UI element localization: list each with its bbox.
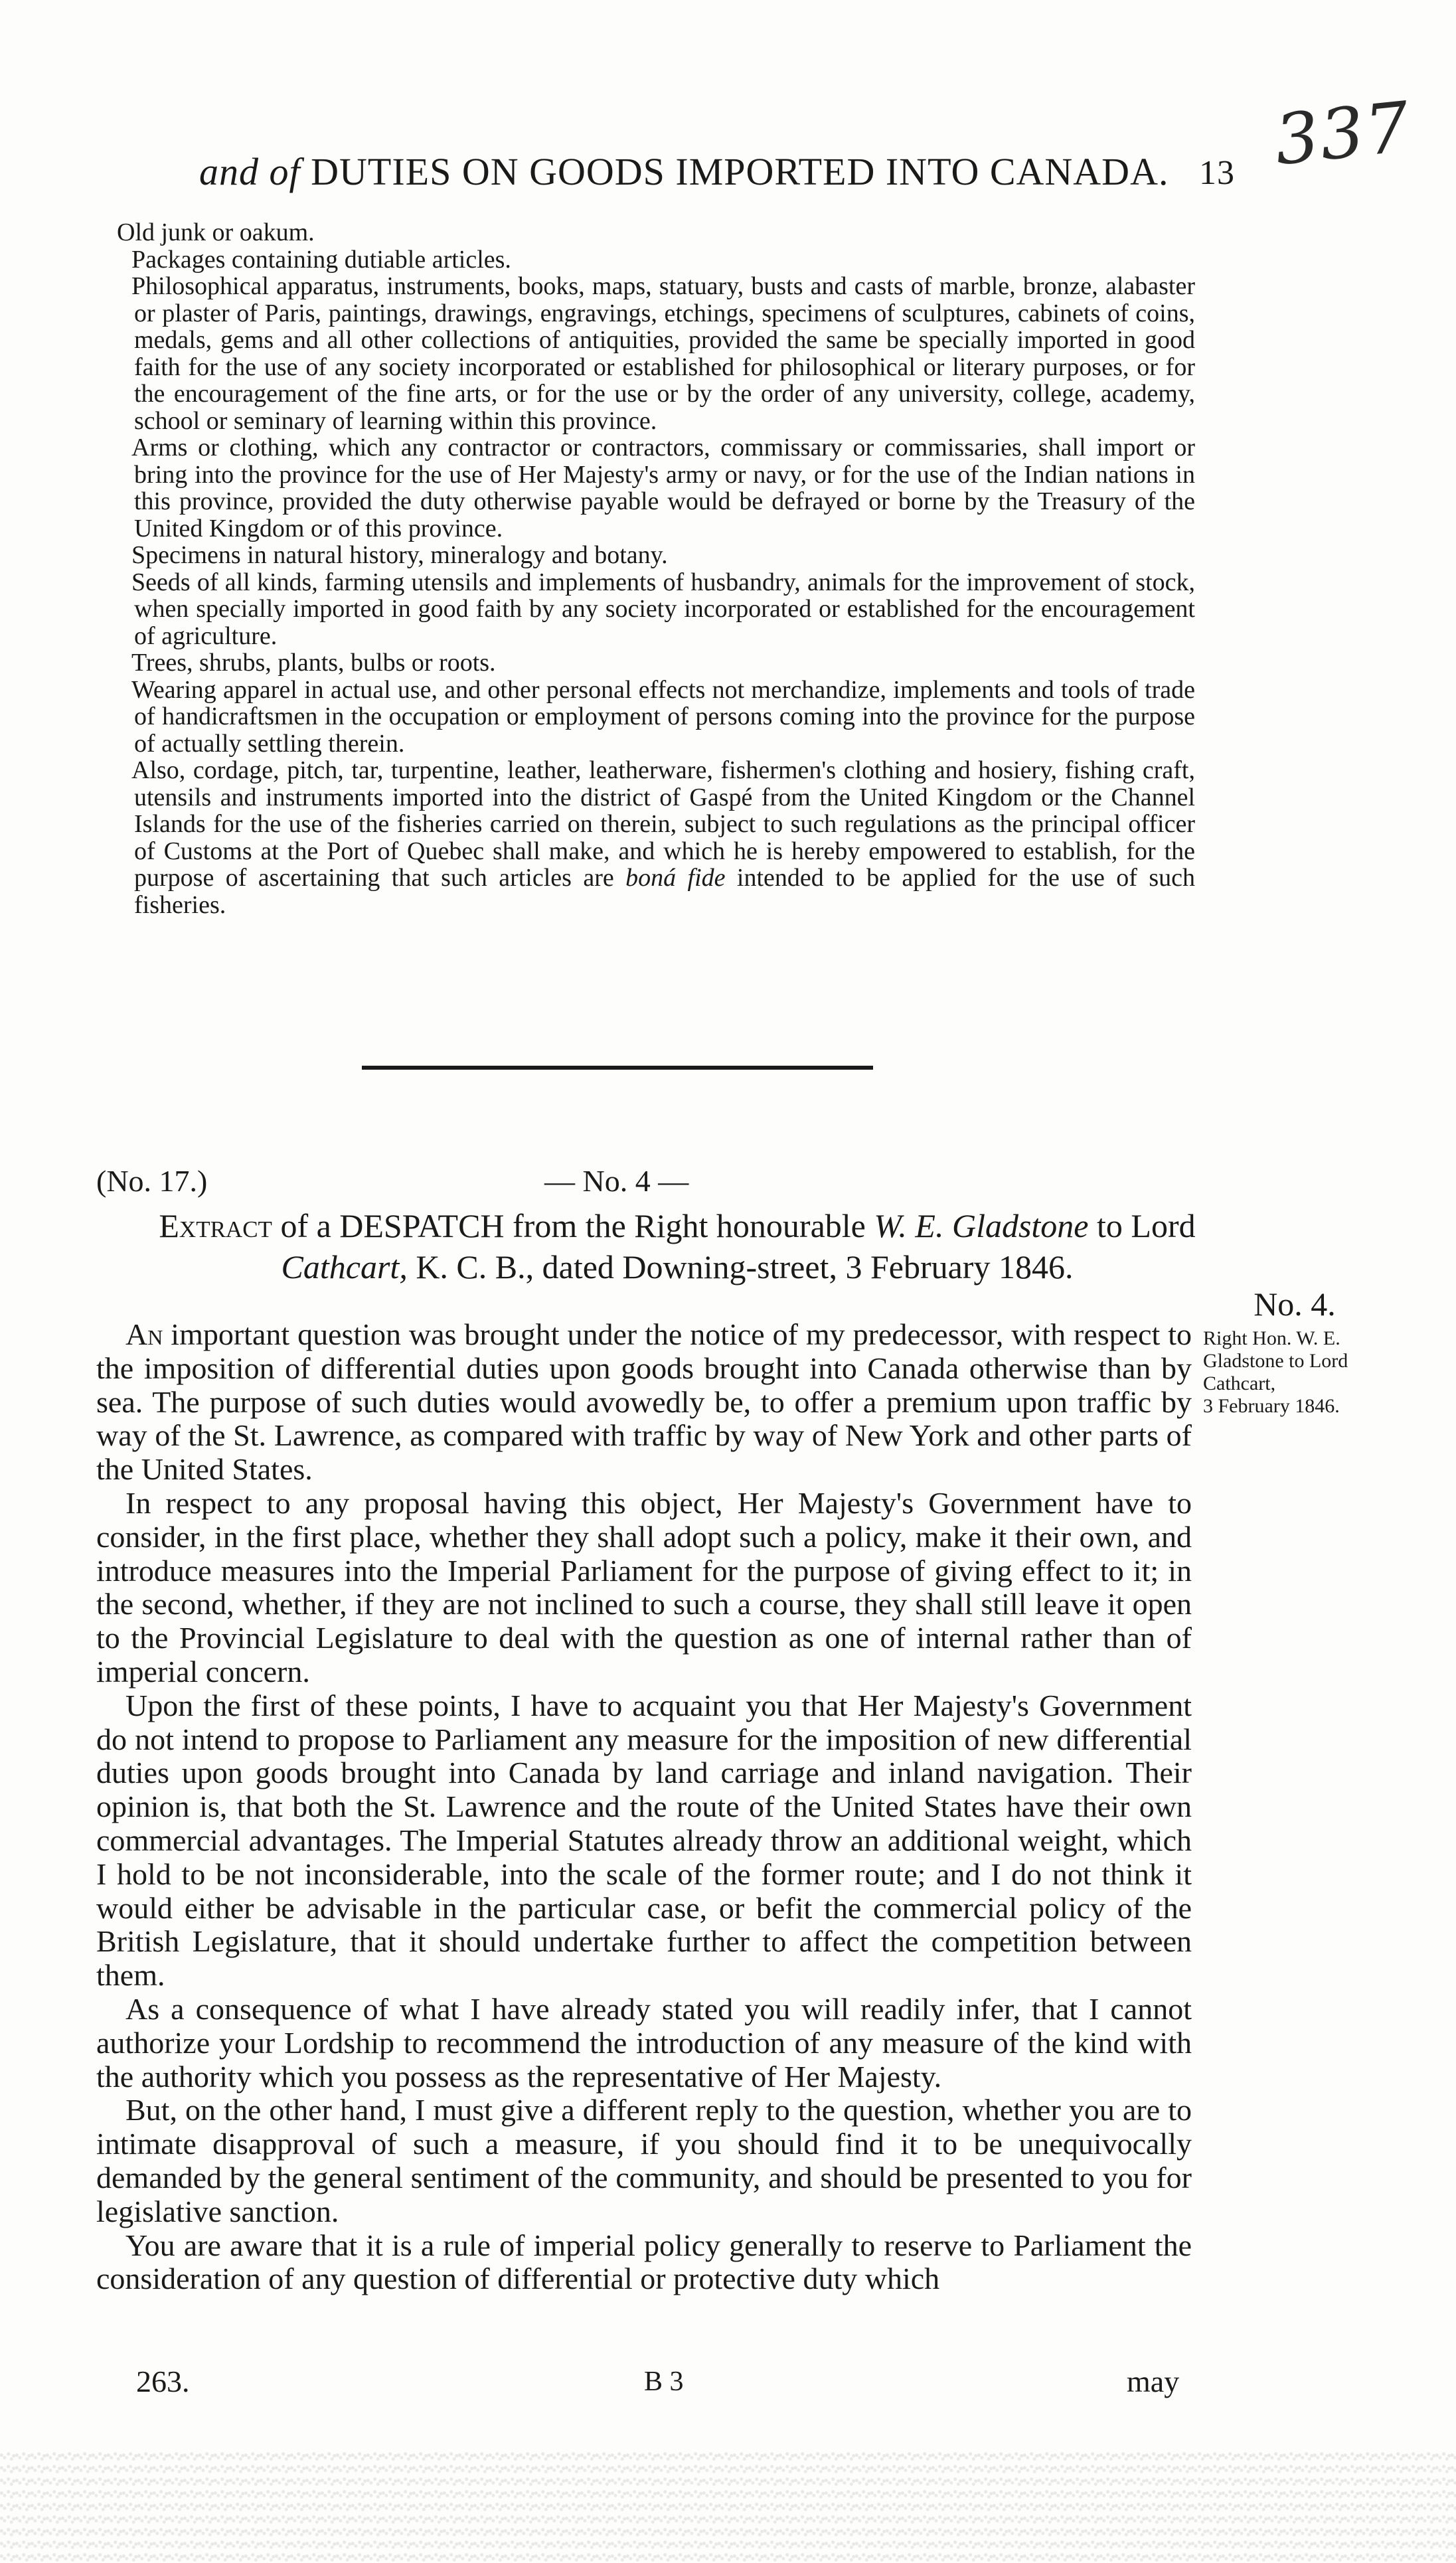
list-item: Specimens in natural history, mineralogy and botany.	[131, 541, 668, 569]
list-item-fisheries	[120, 757, 1195, 918]
list-item: Philosophical apparatus, instruments, books, maps, statuary, busts and casts of marble, bronze, alabaster or plaster of Paris, paintings, drawings, engravings, etchings, specimens of sculptures, cabinets of coins, medals, gems and all other collections of antiquities, provided the same be specially imported in good faith for the use of any society incorporated or established for philosophical or literary purposes, or for the encouragement of the fine arts, or for the use or by the order of any university, college, academy, school or seminary of learning within this province.	[131, 272, 1195, 435]
free-goods-list	[117, 218, 1195, 919]
list-item: Seeds of all kinds, farming utensils and implements of husbandry, animals for the improvement of stock, when specially imported in good faith by any society incorporated or established for the encouragement of agriculture.	[131, 568, 1195, 650]
document-number: (No. 17.)	[96, 1164, 208, 1198]
list-item: Packages containing dutiable articles.	[131, 245, 511, 274]
footer-catchword: may	[1127, 2364, 1180, 2398]
running-head-prefix: and of	[199, 150, 301, 193]
list-item: Old junk or oakum.	[117, 218, 315, 246]
fisheries-text-end: intended to be applied for the use of such fisheries.	[134, 864, 1195, 919]
body-paragraph-text: important question was brought under the notice of my predecessor, with respect to the imposition of differential duties upon goods brought into Canada otherwise than by sea. The purpose of such duties would avowedly be, to offer a premium upon traffic by way of the St. Lawrence, as compared with traffic by way of New York and other parts of the United States.	[96, 1317, 1192, 1487]
list-item: Trees, shrubs, plants, bulbs or roots.	[131, 649, 496, 677]
body-paragraph: In respect to any proposal having this object, Her Majesty's Government have to consider, in the first place, whether they shall adopt such a policy, make it their own, and introduce measures into the Imperial Parliament for the purpose of giving effect to it; in the second, whether, if they are not inclined to such a course, they shall still leave it open to the Provincial Legislature to deal with the question as one of internal rather than of imperial concern.	[96, 1485, 1192, 1689]
list-item: Wearing apparel in actual use, and other personal effects not merchandize, implements and tools of trade of handicraftsmen in the occupation or employment of persons coming into the province for the purpose of actually settling therein.	[131, 675, 1195, 758]
section-number: — No. 4 —	[544, 1164, 689, 1198]
list-item: Arms or clothing, which any contractor or contractors, commissary or commissaries, shall import or bring into the province for the use of Her Majesty's army or navy, or for the use of the Indian nations in this province, provided the duty otherwise payable would be defrayed or borne by the Treasury of the United Kingdom or of this province.	[131, 434, 1195, 542]
despatch-body	[96, 1318, 1192, 2296]
margin-note	[1195, 1285, 1394, 1418]
section-divider-rule	[362, 1066, 873, 1070]
fisheries-text-start: Also, cordage, pitch, tar, turpentine, leather, leatherware, fishermen's clothing and hosiery, fishing craft, utensils and instruments imported into the district of Gaspé from the United Kingdom or the Channel Islands for the use of the fisheries carried on therein, subject to such regulations as the principal officer of Customs at the Port of Quebec shall make, and which he is hereby empowered to establish, for the purpose of ascertaining that such articles are	[131, 756, 1195, 892]
extract-title-smallcaps: Extract	[159, 1207, 272, 1244]
margin-note-number: No. 4.	[1254, 1285, 1336, 1323]
body-paragraph	[96, 1318, 1192, 1487]
page-number: 13	[1199, 154, 1235, 192]
extract-title-part3: K. C. B., dated Downing-street, 3 February 1846.	[416, 1248, 1074, 1285]
running-head	[199, 149, 1235, 194]
scan-noise-strip	[0, 2450, 1456, 2563]
margin-note-line: Gladstone to Lord	[1203, 1350, 1348, 1372]
handwritten-folio-number: 337	[1271, 86, 1415, 181]
extract-title-author: W. E. Gladstone	[874, 1207, 1089, 1244]
footer-signature-mark: B 3	[644, 2366, 684, 2397]
extract-title	[146, 1205, 1208, 1287]
extract-title-part2: to Lord	[1097, 1207, 1196, 1244]
footer-sheet-number: 263.	[136, 2364, 190, 2398]
margin-note-line: 3 February 1846.	[1203, 1395, 1340, 1417]
margin-note-line: Cathcart,	[1203, 1372, 1276, 1394]
bona-fide-italic: boná fide	[625, 864, 726, 892]
body-paragraph: You are aware that it is a rule of imperial policy generally to reserve to Parliament the consideration of any question of differential or protective duty which	[96, 2228, 1192, 2296]
extract-title-part1: of a DESPATCH from the Right honourable	[280, 1207, 866, 1244]
body-paragraph: But, on the other hand, I must give a different reply to the question, whether you are to intimate disapproval of such a measure, if you should find it to be unequivocally demanded by the general sentiment of the community, and should be presented to you for legislative sanction.	[96, 2093, 1192, 2228]
margin-note-line: Right Hon. W. E.	[1203, 1327, 1340, 1349]
extract-title-recipient: Cathcart,	[281, 1248, 408, 1285]
running-head-title: DUTIES ON GOODS IMPORTED INTO CANADA.	[311, 150, 1169, 193]
body-opening-smallcaps: An	[125, 1317, 163, 1351]
body-paragraph: Upon the first of these points, I have to acquaint you that Her Majesty's Government do not intend to propose to Parliament any measure for the imposition of new differential duties upon goods brought into Canada by land carriage and inland navigation. Their opinion is, that both the St. Lawrence and the route of the United States have their own commercial advantages. The Imperial Statutes already throw an additional weight, which I hold to be not inconsiderable, into the scale of the former route; and I do not think it would either be advisable in the particular case, or befit the commercial policy of the British Legislature, that it should undertake further to affect the competition between them.	[96, 1688, 1192, 1993]
body-paragraph: As a consequence of what I have already stated you will readily infer, that I cannot authorize your Lordship to recommend the introduction of any measure of the kind with the authority which you possess as the representative of Her Majesty.	[96, 1991, 1192, 2094]
